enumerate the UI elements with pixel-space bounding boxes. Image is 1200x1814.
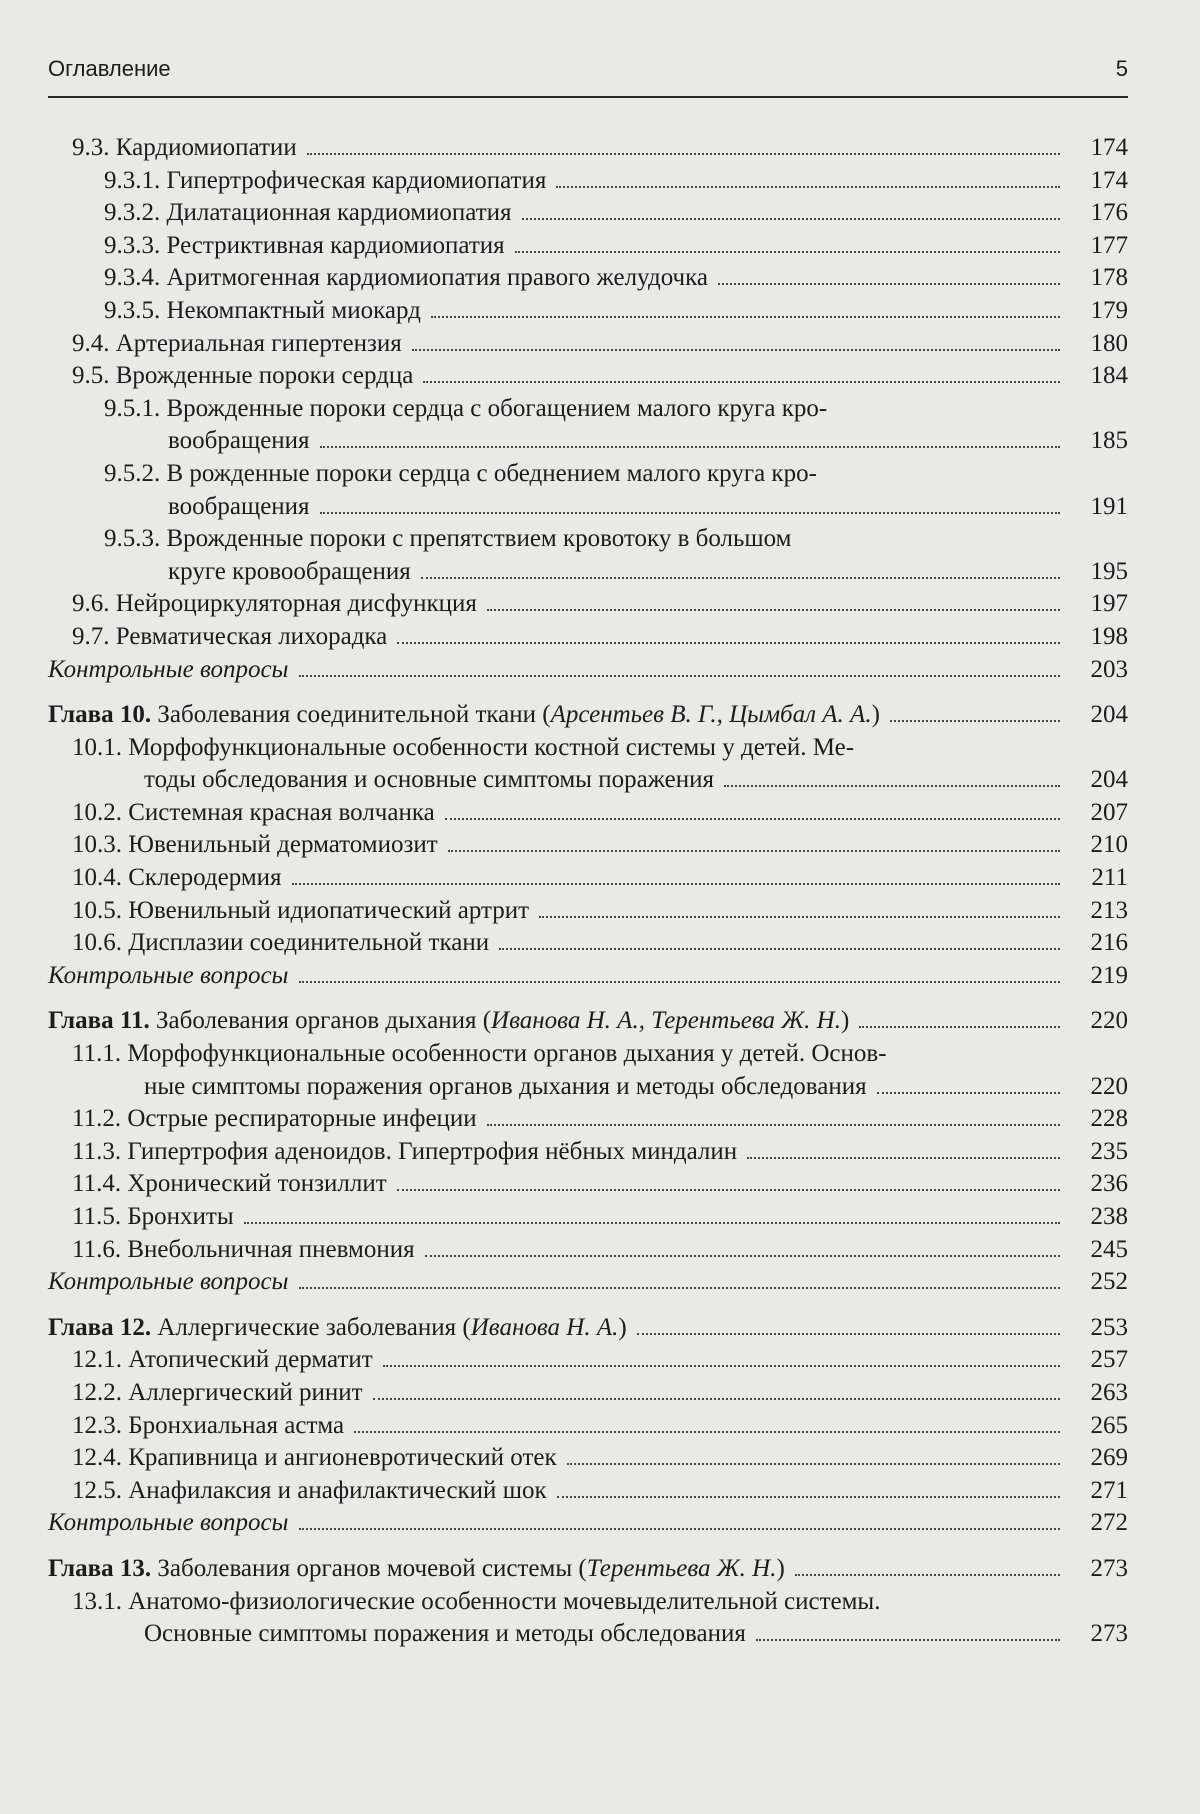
toc-entry-label: 10.4. Склеродермия (72, 864, 282, 892)
chapter-authors-close: ) (776, 1554, 785, 1582)
leader-dots (425, 1255, 1060, 1257)
toc-page-number: 219 (1090, 961, 1128, 989)
leader-dots (487, 1124, 1060, 1126)
toc-entry-label-line1: 11.1. Морфофункциональные особенности органов дыхания у детей. Основ- (72, 1040, 887, 1068)
leader-dots (320, 446, 1060, 448)
chapter-authors: Иванова Н. А. (470, 1313, 619, 1341)
toc-entry[interactable] (48, 1234, 1128, 1267)
toc-page-number: 263 (1090, 1378, 1128, 1406)
toc-chapter-entry[interactable] (48, 1005, 1128, 1038)
toc-entry[interactable] (48, 1377, 1128, 1410)
toc-entry-label: 11.3. Гипертрофия аденоидов. Гипертрофия нёбных миндалин (72, 1137, 738, 1165)
leader-dots (724, 785, 1060, 787)
toc-entry-label: 9.6. Нейроциркуляторная дисфункция (72, 590, 477, 618)
toc-entry-label: 10.5. Ювенильный идиопатический артрит (72, 896, 530, 924)
toc-entry-label-line2: Основные симптомы поражения и методы обследования (144, 1620, 746, 1648)
toc-entry-continuation (48, 556, 1128, 589)
toc-chapter-label (48, 699, 880, 732)
leader-dots (556, 186, 1060, 188)
chapter-authors: Иванова Н. А., Терентьева Ж. Н. (491, 1007, 841, 1035)
leader-dots (637, 1333, 1060, 1335)
toc-page-number: 236 (1090, 1170, 1128, 1198)
toc-entry-label: 9.5. Врожденные пороки сердца (72, 362, 414, 390)
leader-dots (383, 1365, 1060, 1367)
toc-page-number: 235 (1090, 1137, 1128, 1165)
leader-dots (299, 1528, 1061, 1530)
leader-dots (877, 1092, 1060, 1094)
toc-entry-label-line1: 9.5.1. Врожденные пороки сердца с обогащением малого круга кро- (104, 394, 828, 422)
toc-entry-label-line1: 9.5.2. В рожденные пороки сердца с обеднением малого круга кро- (104, 459, 817, 487)
toc-entry[interactable] (48, 328, 1128, 361)
chapter-authors-close: ) (618, 1313, 627, 1341)
leader-dots (412, 349, 1060, 351)
toc-questions-entry[interactable] (48, 654, 1128, 687)
toc-chapter-label (48, 1553, 785, 1586)
toc-page-number: 210 (1090, 831, 1128, 859)
leader-dots (515, 251, 1060, 253)
toc-entry-label: 9.4. Артериальная гипертензия (72, 329, 402, 357)
toc-entry[interactable] (48, 927, 1128, 960)
toc-entry-label: Контрольные вопросы (48, 1268, 289, 1296)
toc-entry[interactable] (48, 621, 1128, 654)
leader-dots (423, 381, 1060, 383)
toc-entry-label-line2: вообращения (168, 427, 310, 455)
toc-page-number: 273 (1090, 1554, 1128, 1582)
leader-dots (557, 1496, 1060, 1498)
chapter-title: Заболевания органов дыхания ( (149, 1007, 492, 1035)
toc-entry-label: 12.4. Крапивница и ангионевротический отек (72, 1444, 557, 1472)
toc-entry[interactable] (48, 1442, 1128, 1475)
chapter-authors-close: ) (871, 701, 880, 729)
toc-page-number: 253 (1090, 1313, 1128, 1341)
chapter-number: Глава 10. (48, 701, 152, 729)
toc-chapter-label (48, 1005, 849, 1038)
toc-entry-label: 9.3.2. Дилатационная кардиомиопатия (104, 199, 512, 227)
leader-dots (397, 642, 1060, 644)
toc-entry[interactable] (48, 797, 1128, 830)
toc-entry-label: 12.3. Бронхиальная астма (72, 1411, 345, 1439)
toc-entry-label-line2: тоды обследования и основные симптомы поражения (144, 766, 714, 794)
chapter-title: Заболевания органов мочевой системы ( (151, 1554, 587, 1582)
toc-questions-entry[interactable] (48, 960, 1128, 993)
running-head-page-number: 5 (1115, 56, 1128, 81)
toc-page-number: 271 (1090, 1476, 1128, 1504)
toc-page-number: 257 (1090, 1346, 1128, 1374)
toc-entry-label: 11.4. Хронический тонзиллит (72, 1170, 387, 1198)
toc-chapter-entry[interactable] (48, 1312, 1128, 1345)
toc-entry[interactable] (48, 1168, 1128, 1201)
toc-page-number: 238 (1090, 1203, 1128, 1230)
leader-dots (397, 1189, 1060, 1191)
toc-entry-label: 11.2. Острые респираторные инфеции (72, 1105, 477, 1133)
leader-dots (244, 1222, 1060, 1224)
table-of-contents (48, 132, 1128, 1651)
toc-page-number: 228 (1090, 1105, 1128, 1133)
leader-dots (320, 512, 1060, 514)
toc-entry-continuation (48, 764, 1128, 797)
toc-entry-label: 12.1. Атопический дерматит (72, 1346, 373, 1374)
toc-questions-entry[interactable] (48, 1266, 1128, 1299)
leader-dots (299, 981, 1061, 983)
toc-entry-label: Контрольные вопросы (48, 961, 289, 989)
leader-dots (539, 916, 1060, 918)
toc-page-number: 185 (1090, 427, 1128, 455)
toc-entry-label-line1: 9.5.3. Врожденные пороки с препятствием кровотоку в большом (104, 525, 792, 553)
toc-page-number: 195 (1090, 557, 1128, 585)
toc-page-number: 273 (1090, 1620, 1128, 1648)
toc-page-number: 197 (1090, 590, 1128, 618)
toc-entry[interactable] (48, 165, 1128, 198)
toc-entry-label-line1: 10.1. Морфофункциональные особенности костной системы у детей. Ме- (72, 733, 855, 761)
toc-entry[interactable] (48, 1344, 1128, 1377)
toc-page-number: 174 (1090, 166, 1128, 194)
toc-entry[interactable] (48, 230, 1128, 263)
toc-chapter-entry[interactable] (48, 699, 1128, 732)
leader-dots (522, 218, 1060, 220)
toc-entry-label-line2: круге кровообращения (168, 557, 411, 585)
toc-entry[interactable] (48, 1410, 1128, 1443)
toc-entry-label: 9.3.3. Рестриктивная кардиомиопатия (104, 231, 505, 259)
toc-page-number: 204 (1090, 766, 1128, 794)
toc-page-number: 198 (1090, 622, 1128, 650)
toc-page-number: 245 (1090, 1235, 1128, 1263)
toc-entry[interactable] (48, 1201, 1128, 1234)
toc-entry[interactable] (48, 1475, 1128, 1508)
toc-page-number: 203 (1090, 655, 1128, 683)
toc-page-number: 207 (1090, 798, 1128, 826)
toc-page-number: 180 (1090, 329, 1128, 357)
toc-entry-label: 12.2. Аллергический ринит (72, 1378, 363, 1406)
running-head (48, 52, 1128, 98)
leader-dots (499, 948, 1060, 950)
toc-page-number: 220 (1090, 1072, 1128, 1100)
toc-page-number: 252 (1090, 1268, 1128, 1296)
toc-entry-continuation (48, 425, 1128, 458)
chapter-authors: Арсентьев В. Г., Цымбал А. А. (550, 701, 872, 729)
toc-entry[interactable] (48, 829, 1128, 862)
toc-page-number: 184 (1090, 362, 1128, 390)
toc-page-number: 178 (1090, 264, 1128, 292)
toc-page-number: 216 (1090, 929, 1128, 957)
leader-dots (795, 1574, 1060, 1576)
leader-dots (445, 818, 1060, 820)
toc-entry-label: Контрольные вопросы (48, 655, 289, 683)
toc-entry[interactable] (48, 1038, 1128, 1071)
toc-entry[interactable] (48, 1136, 1128, 1169)
leader-dots (373, 1398, 1060, 1400)
leader-dots (299, 1287, 1061, 1289)
toc-entry-label-line2: вообращения (168, 492, 310, 520)
toc-entry-label: 9.7. Ревматическая лихорадка (72, 622, 388, 650)
toc-page-number: 272 (1090, 1509, 1128, 1537)
toc-entry[interactable] (48, 1586, 1128, 1619)
toc-entry[interactable] (48, 132, 1128, 165)
toc-entry-label-line1: 13.1. Анатомо-физиологические особенности мочевыделительной системы. (72, 1587, 881, 1615)
toc-page-number: 176 (1090, 199, 1128, 227)
chapter-number: Глава 11. (48, 1007, 150, 1035)
leader-dots (292, 883, 1060, 885)
toc-page-number: 179 (1090, 296, 1128, 324)
toc-entry-label-line2: ные симптомы поражения органов дыхания и методы обследования (144, 1072, 867, 1100)
chapter-number: Глава 12. (48, 1313, 152, 1341)
chapter-authors: Терентьева Ж. Н. (586, 1554, 777, 1582)
toc-page-number: 269 (1090, 1444, 1128, 1472)
leader-dots (307, 153, 1060, 155)
leader-dots (756, 1639, 1060, 1641)
toc-page-number: 211 (1091, 864, 1128, 892)
chapter-number: Глава 13. (48, 1554, 152, 1582)
toc-page-number: 177 (1090, 231, 1128, 259)
leader-dots (890, 720, 1060, 722)
toc-entry[interactable] (48, 197, 1128, 230)
leader-dots (718, 283, 1060, 285)
toc-entry-label: 9.3. Кардиомиопатии (72, 134, 297, 161)
toc-questions-entry[interactable] (48, 1507, 1128, 1540)
leader-dots (299, 675, 1061, 677)
chapter-title: Аллергические заболевания ( (151, 1313, 471, 1341)
chapter-title: Заболевания соединительной ткани ( (151, 701, 551, 729)
toc-page-number: 265 (1090, 1411, 1128, 1439)
toc-page-number: 174 (1090, 134, 1128, 161)
toc-entry[interactable] (48, 862, 1128, 895)
toc-entry-label: 11.6. Внебольничная пневмония (72, 1235, 415, 1263)
toc-entry-label: 9.3.4. Аритмогенная кардиомиопатия правого желудочка (104, 264, 708, 292)
toc-entry-label: 12.5. Анафилаксия и анафилактический шок (72, 1476, 547, 1504)
toc-page-number: 213 (1090, 896, 1128, 924)
toc-page-number: 191 (1090, 492, 1128, 520)
leader-dots (354, 1431, 1060, 1433)
running-head-title: Оглавление (48, 56, 171, 81)
toc-entry[interactable] (48, 732, 1128, 765)
toc-entry[interactable] (48, 295, 1128, 328)
toc-entry-continuation (48, 1071, 1128, 1104)
toc-entry[interactable] (48, 393, 1128, 426)
toc-entry-label: Контрольные вопросы (48, 1509, 289, 1537)
toc-entry[interactable] (48, 588, 1128, 621)
toc-entry[interactable] (48, 523, 1128, 556)
toc-entry-label: 11.5. Бронхиты (72, 1203, 234, 1230)
toc-entry-label: 9.3.5. Некомпактный миокард (104, 296, 421, 324)
leader-dots (487, 609, 1060, 611)
leader-dots (421, 577, 1060, 579)
toc-chapter-entry[interactable] (48, 1553, 1128, 1586)
leader-dots (448, 850, 1060, 852)
leader-dots (567, 1463, 1060, 1465)
toc-entry-label: 10.2. Системная красная волчанка (72, 798, 435, 826)
toc-entry-label: 10.3. Ювенильный дерматомиозит (72, 831, 438, 859)
leader-dots (747, 1157, 1060, 1159)
leader-dots (431, 316, 1060, 318)
chapter-authors-close: ) (840, 1007, 850, 1035)
leader-dots (859, 1026, 1060, 1028)
toc-entry[interactable] (48, 360, 1128, 393)
toc-entry[interactable] (48, 1103, 1128, 1136)
toc-entry-label: 9.3.1. Гипертрофическая кардиомиопатия (104, 166, 547, 194)
toc-entry-continuation (48, 1618, 1128, 1651)
toc-entry-continuation (48, 491, 1128, 524)
toc-entry[interactable] (48, 895, 1128, 928)
toc-chapter-label (48, 1312, 627, 1345)
toc-entry[interactable] (48, 458, 1128, 491)
toc-entry-label: 10.6. Дисплазии соединительной ткани (72, 929, 490, 957)
toc-entry[interactable] (48, 262, 1128, 295)
toc-page-number: 204 (1090, 701, 1128, 729)
toc-page-number: 220 (1090, 1007, 1128, 1035)
